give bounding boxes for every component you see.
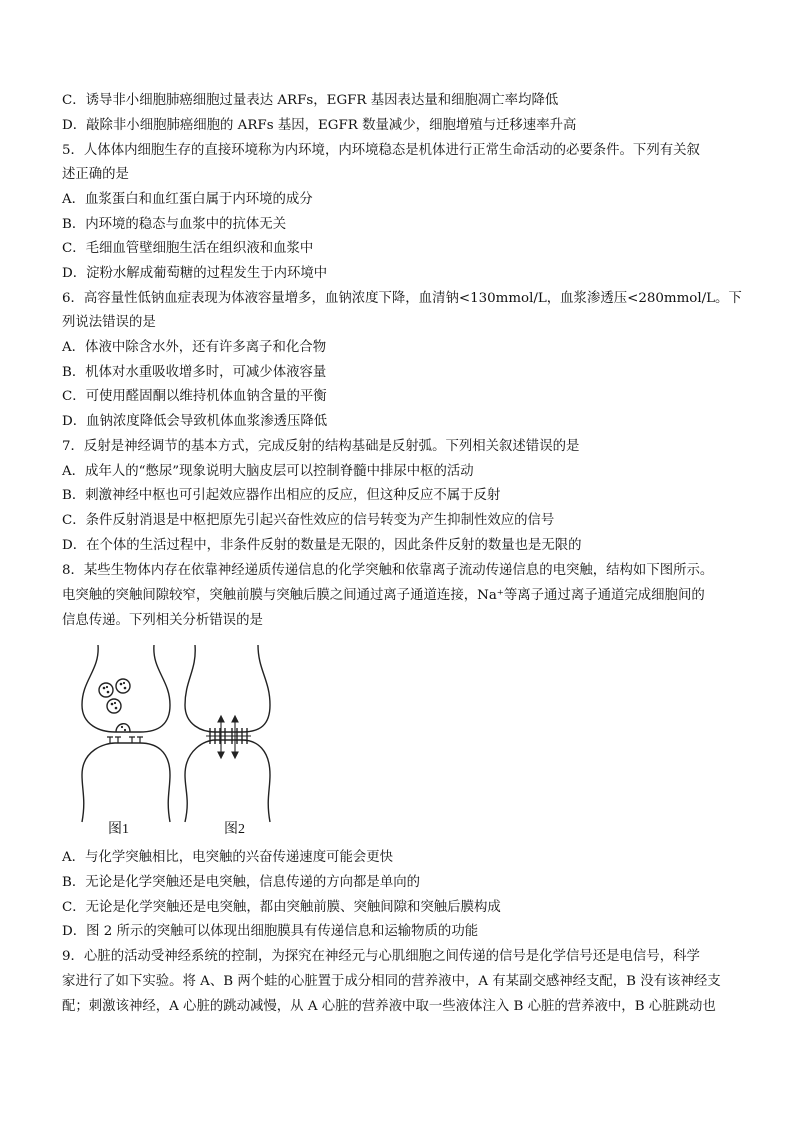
option-5b: B．内环境的稳态与血浆中的抗体无关	[62, 217, 287, 232]
fig2-arrows	[218, 716, 238, 758]
question-9-stem-line2: 家进行了如下实验。将 A、B 两个蛙的心脏置于成分相同的营养液中，A 有某副交感神经支配，B 没有该神经支	[62, 974, 721, 989]
vesicle-fusing	[116, 724, 130, 732]
vesicle-2	[116, 679, 130, 693]
option-5a: A．血浆蛋白和血红蛋白属于内环境的成分	[62, 192, 313, 207]
option-7d: D．在个体的生活过程中，非条件反射的数量是无限的，因此条件反射的数量也是无限的	[62, 538, 582, 553]
question-7-stem: 7．反射是神经调节的基本方式，完成反射的结构基础是反射弧。下列相关叙述错误的是	[62, 439, 580, 454]
question-8-stem-line3: 信息传递。下列相关分析错误的是	[62, 613, 263, 628]
option-8a: A．与化学突触相比，电突触的兴奋传递速度可能会更快	[62, 850, 394, 865]
option-8b: B．无论是化学突触还是电突触，信息传递的方向都是单向的	[62, 875, 420, 890]
option-6a: A．体液中除含水外，还有许多离子和化合物	[62, 340, 327, 355]
option-4d: D．敲除非小细胞肺癌细胞的 ARFs 基因，EGFR 数量减少，细胞增殖与迁移速率升高	[62, 118, 577, 133]
question-5-stem-line2: 述正确的是	[62, 167, 129, 182]
option-4c: C．诱导非小细胞肺癌细胞过量表达 ARFs，EGFR 基因表达量和细胞凋亡率均降低	[62, 93, 559, 108]
option-8d: D．图 2 所示的突触可以体现出细胞膜具有传递信息和运输物质的功能	[62, 924, 479, 939]
option-8c: C．无论是化学突触还是电突触，都由突触前膜、突触间隙和突触后膜构成	[62, 900, 501, 915]
question-9-stem-line1: 9．心脏的活动受神经系统的控制，为探究在神经元与心肌细胞之间传递的信号是化学信号还是电信号，科学	[62, 949, 700, 964]
fig2-ion-channels	[206, 728, 251, 744]
question-9-stem-line3: 配；刺激该神经，A 心脏的跳动减慢，从 A 心脏的营养液中取一些液体注入 B 心脏的营养液中，B 心脏跳动也	[62, 999, 716, 1014]
vesicle-3	[107, 699, 121, 713]
question-6-stem-line1: 6．高容量性低钠血症表现为体液容量增多，血钠浓度下降，血清钠<130mmol/L，血浆渗透压<280mmol/L。下	[62, 291, 742, 306]
fig1-postsynaptic-membrane	[82, 743, 170, 822]
synapse-figure	[70, 640, 280, 840]
option-5c: C．毛细血管壁细胞生活在组织液和血浆中	[62, 241, 314, 256]
figure-1-label: 图1	[108, 822, 129, 837]
question-8-stem-line1: 8．某些生物体内存在依靠神经递质传递信息的化学突触和依靠离子流动传递信息的电突触，结构如下图所示。	[62, 563, 714, 578]
fig1-receptors	[107, 737, 143, 743]
question-5-stem-line1: 5．人体体内细胞生存的直接环境称为内环境，内环境稳态是机体进行正常生命活动的必要条件。下列有关叙	[62, 143, 700, 158]
option-7b: B．刺激神经中枢也可引起效应器作出相应的反应，但这种反应不属于反射	[62, 488, 501, 503]
option-6b: B．机体对水重吸收增多时，可减少体液容量	[62, 365, 327, 380]
vesicle-1	[99, 683, 113, 697]
fig2-postsynaptic-membrane	[185, 740, 270, 822]
option-7c: C．条件反射消退是中枢把原先引起兴奋性效应的信号转变为产生抑制性效应的信号	[62, 513, 555, 528]
question-8-stem-line2: 电突触的突触间隙较窄，突触前膜与突触后膜之间通过离子通道连接，Na⁺等离子通过离子通道完成细胞间的	[62, 588, 705, 603]
option-6c: C．可使用醛固酮以维持机体血钠含量的平衡	[62, 389, 327, 404]
option-7a: A．成年人的“憋尿”现象说明大脑皮层可以控制脊髓中排尿中枢的活动	[62, 464, 474, 479]
question-6-stem-line2: 列说法错误的是	[62, 315, 156, 330]
synapse-diagram	[70, 640, 280, 840]
fig2-presynaptic-membrane	[185, 645, 270, 732]
figure-2-label: 图2	[224, 822, 245, 837]
option-6d: D．血钠浓度降低会导致机体血浆渗透压降低	[62, 414, 328, 429]
option-5d: D．淀粉水解成葡萄糖的过程发生于内环境中	[62, 266, 328, 281]
